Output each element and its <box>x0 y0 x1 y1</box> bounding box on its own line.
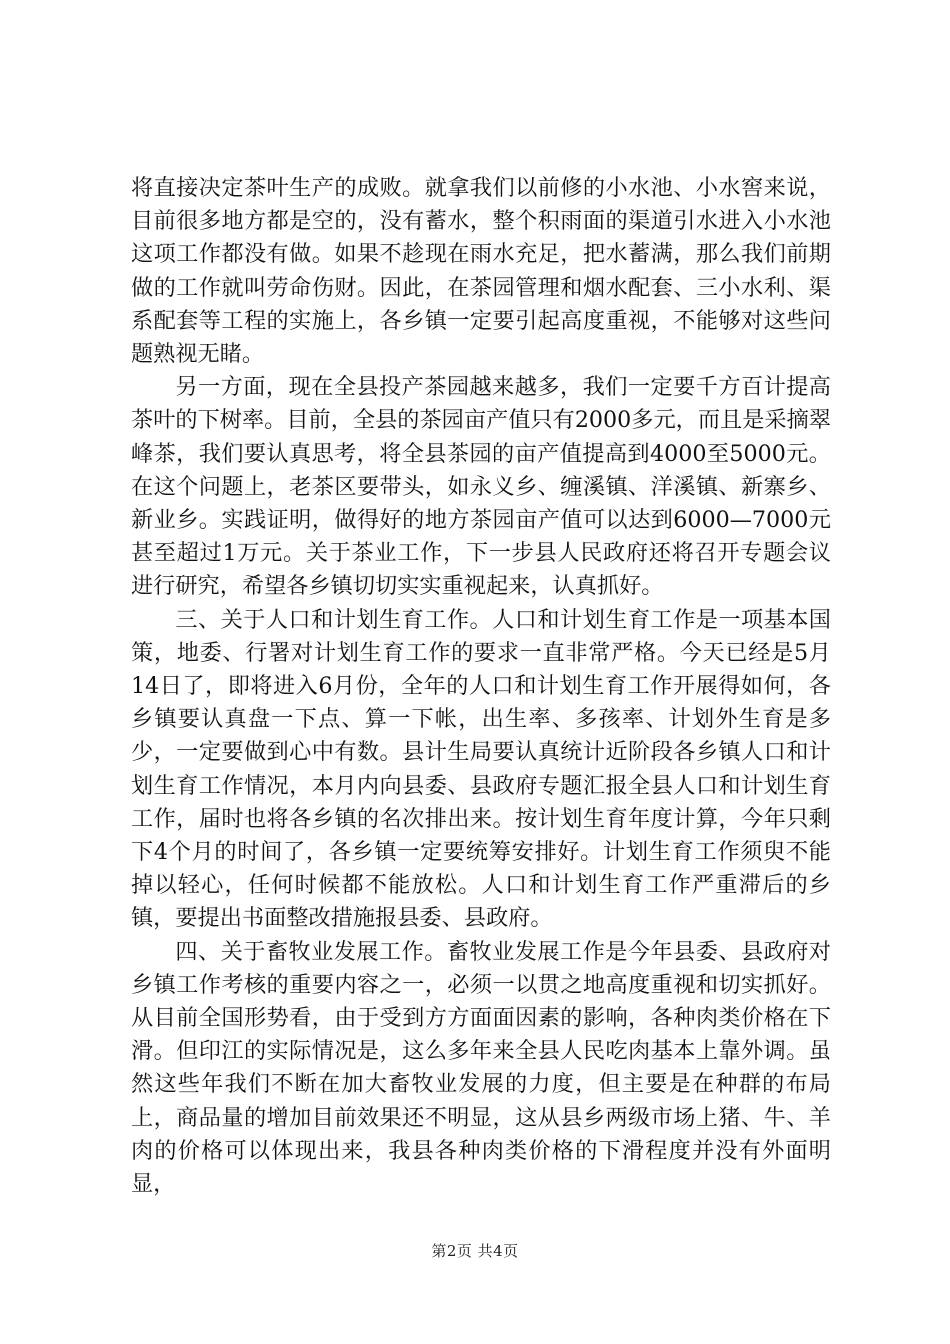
page-number-footer: 第2页 共4页 <box>431 1242 519 1260</box>
paragraph-3: 三、关于人口和计划生育工作。人口和计划生育工作是一项基本国策，地委、行署对计划生育工作的要求一直非常严格。今天已经是5月14日了，即将进入6月份，全年的人口和计划生育工作开展得如何，各乡镇要认真盘一下点、算一下帐，出生率、多孩率、计划外生育是多少，一定要做到心中有数。县计生局要认真统计近阶段各乡镇人口和计划生育工作情况，本月内向县委、县政府专题汇报全县人口和计划生育工作，届时也将各乡镇的名次排出来。按计划生育年度计算，今年只剩下4个月的时间了，各乡镇一定要统筹安排好。计划生育工作须臾不能掉以轻心，任何时候都不能放松。人口和计划生育工作严重滞后的乡镇，要提出书面整改措施报县委、县政府。 <box>131 606 831 932</box>
paragraph-2: 另一方面，现在全县投产茶园越来越多，我们一定要千方百计提高茶叶的下树率。目前，全县的茶园亩产值只有2000多元，而且是采摘翠峰茶，我们要认真思考，将全县茶园的亩产值提高到4000至5000元。在这个问题上，老茶区要带头，如永义乡、缠溪镇、洋溪镇、新寨乡、新业乡。实践证明，做得好的地方茶园亩产值可以达到6000—7000元甚至超过1万元。关于茶业工作，下一步县人民政府还将召开专题会议进行研究，希望各乡镇切切实实重视起来，认真抓好。 <box>131 374 831 600</box>
paragraph-1: 将直接决定茶叶生产的成败。就拿我们以前修的小水池、小水窖来说，目前很多地方都是空的，没有蓄水，整个积雨面的渠道引水进入小水池这项工作都没有做。如果不趁现在雨水充足，把水蓄满，那么我们前期做的工作就叫劳命伤财。因此，在茶园管理和烟水配套、三小水利、渠系配套等工程的实施上，各乡镇一定要引起高度重视，不能够对这些问题熟视无睹。 <box>131 175 831 368</box>
paragraph-4: 四、关于畜牧业发展工作。畜牧业发展工作是今年县委、县政府对乡镇工作考核的重要内容之一，必须一以贯之地高度重视和切实抓好。从目前全国形势看，由于受到方方面面因素的影响，各种肉类价格在下滑。但印江的实际情况是，这么多年来全县人民吃肉基本上靠外调。虽然这些年我们不断在加大畜牧业发展的力度，但主要是在种群的布局上，商品量的增加目前效果还不明显，这从县乡两级市场上猪、牛、羊肉的价格可以体现出来，我县各种肉类价格的下滑程度并没有外面明显， <box>131 938 831 1198</box>
body-text <box>131 172 831 1201</box>
